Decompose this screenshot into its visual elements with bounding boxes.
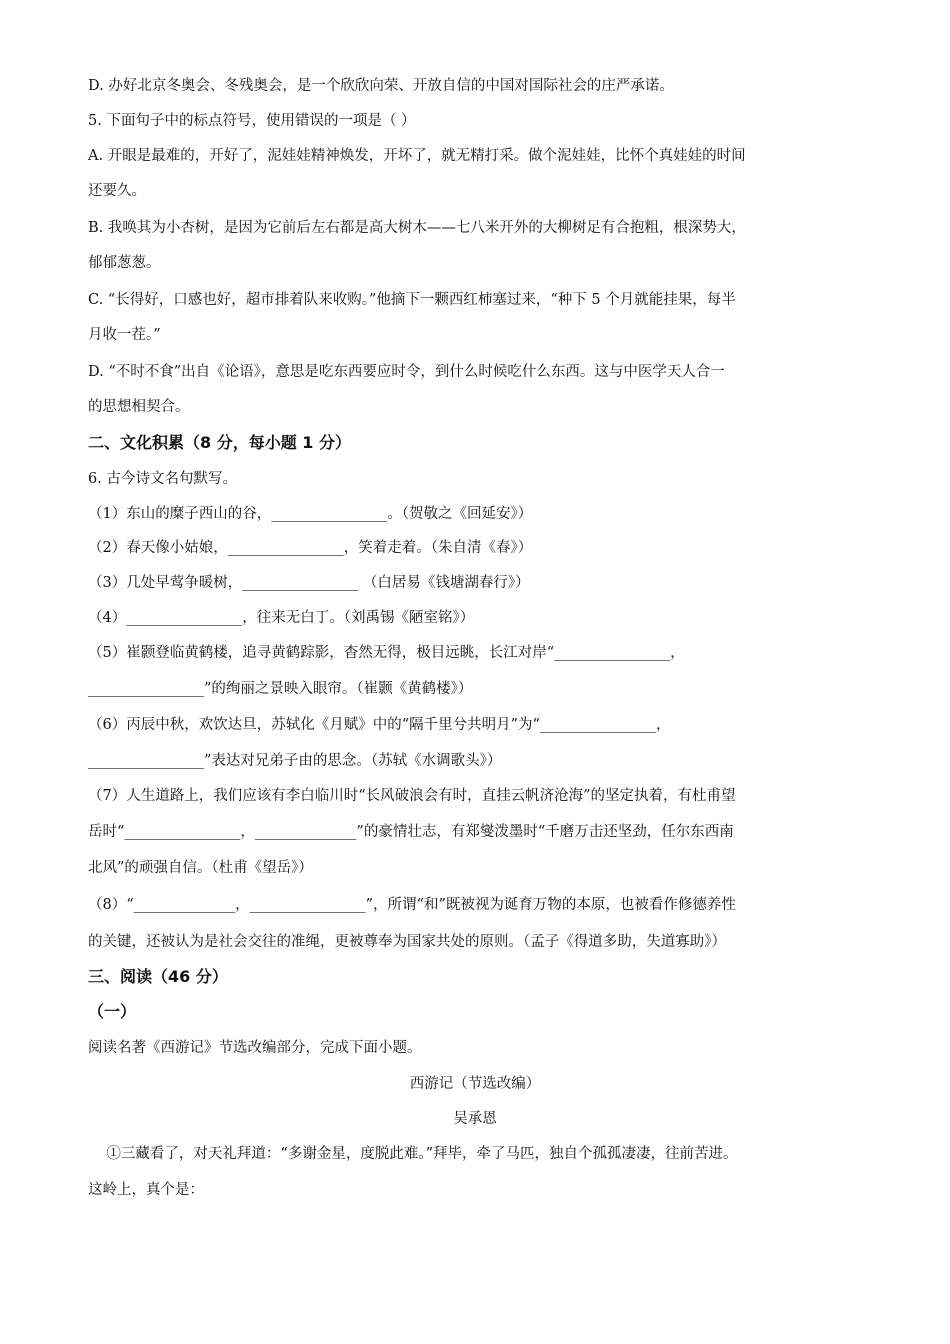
q6-item-6-line2: ________________”表达对兄弟子由的思念。（苏轼《水调歌头》） <box>88 753 502 769</box>
q5-option-b-line1: B. 我唤其为小杏树，是因为它前后左右都是高大树木——七八米开外的大柳树足有合抱粗，根深势大， <box>88 220 746 236</box>
q6-item-1: （1）东山的糜子西山的谷，________________。（贺敬之《回延安》） <box>88 506 533 522</box>
section3-part-label: （一） <box>88 1002 137 1021</box>
q6-stem: 6. 古今诗文名句默写。 <box>88 471 237 487</box>
q5-option-b-line2: 郁郁葱葱。 <box>88 255 161 271</box>
q5-option-a-line2: 还要久。 <box>88 183 146 199</box>
q6-item-5-line2: ________________”的绚丽之景映入眼帘。（崔颢《黄鹤楼》） <box>88 681 473 697</box>
q4-option-d: D. 办好北京冬奥会、冬残奥会，是一个欣欣向荣、开放自信的中国对国际社会的庄严承诺。 <box>88 78 674 94</box>
passage-para1-line2: 这岭上，真个是： <box>88 1182 204 1198</box>
section3-intro: 阅读名著《西游记》节选改编部分，完成下面小题。 <box>88 1040 422 1056</box>
q5-option-c-line2: 月收一茬。” <box>88 327 161 343</box>
section3-title: 三、阅读（46 分） <box>88 967 228 986</box>
q5-option-d-line1: D. “不时不食”出自《论语》，意思是吃东西要应时令，到什么时候吃什么东西。这与中医学天人合一 <box>88 364 725 380</box>
q6-item-7-line3: 北风”的顽强自信。（杜甫《望岳》） <box>88 860 313 876</box>
passage-title: 西游记（节选改编） <box>409 1076 541 1092</box>
q5-stem: 5. 下面句子中的标点符号，使用错误的一项是（ ） <box>88 113 416 129</box>
passage-para1-line1: ①三藏看了，对天礼拜道：“多谢金星，度脱此难。”拜毕，牵了马匹，独自个孤孤凄凄，往前苦进。 <box>88 1146 738 1162</box>
q6-item-8-line2: 的关键，还被认为是社会交往的准绳，更被尊奉为国家共处的原则。（孟子《得道多助，失道寡助》） <box>88 934 726 950</box>
q5-option-d-line2: 的思想相契合。 <box>88 399 190 415</box>
q6-item-7-line1: （7）人生道路上，我们应该有李白临川时“长风破浪会有时，直挂云帆济沧海”的坚定执着，有杜甫望 <box>88 788 736 804</box>
q6-item-5-line1: （5）崔颢登临黄鹤楼，追寻黄鹤踪影，杳然无得，极目远眺，长江对岸“________________， <box>88 645 685 661</box>
passage-author: 吴承恩 <box>453 1111 497 1127</box>
q5-option-a-line1: A. 开眼是最难的，开好了，泥娃娃精神焕发，开坏了，就无精打采。做个泥娃娃，比怀个真娃娃的时间 <box>88 148 746 164</box>
q6-item-8-line1: （8）“______________，________________”，所谓“和”既被视为诞育万物的本原，也被看作修德养性 <box>88 897 736 913</box>
section2-title: 二、文化积累（8 分，每小题 1 分） <box>88 433 351 452</box>
q6-item-2: （2）春天像小姑娘，________________，笑着走着。（朱自清《春》） <box>88 540 533 556</box>
q6-item-4: （4）________________，往来无白丁。（刘禹锡《陋室铭》） <box>88 610 475 626</box>
q6-item-6-line1: （6）丙辰中秋，欢饮达旦，苏轼化《月赋》中的“隔千里兮共明月”为“________________， <box>88 717 671 733</box>
q5-option-c-line1: C. “长得好，口感也好，超市排着队来收购。”他摘下一颗西红柿塞过来，“种下 5 个月就能挂果，每半 <box>88 292 736 308</box>
q6-item-7-line2: 岳时“________________，______________”的豪情壮志，有郑燮泼墨时“千磨万击还坚劲，任尔东西南 <box>88 824 734 840</box>
q6-item-3: （3）几处早莺争暖树，________________ （白居易《钱塘湖春行》） <box>88 575 530 591</box>
